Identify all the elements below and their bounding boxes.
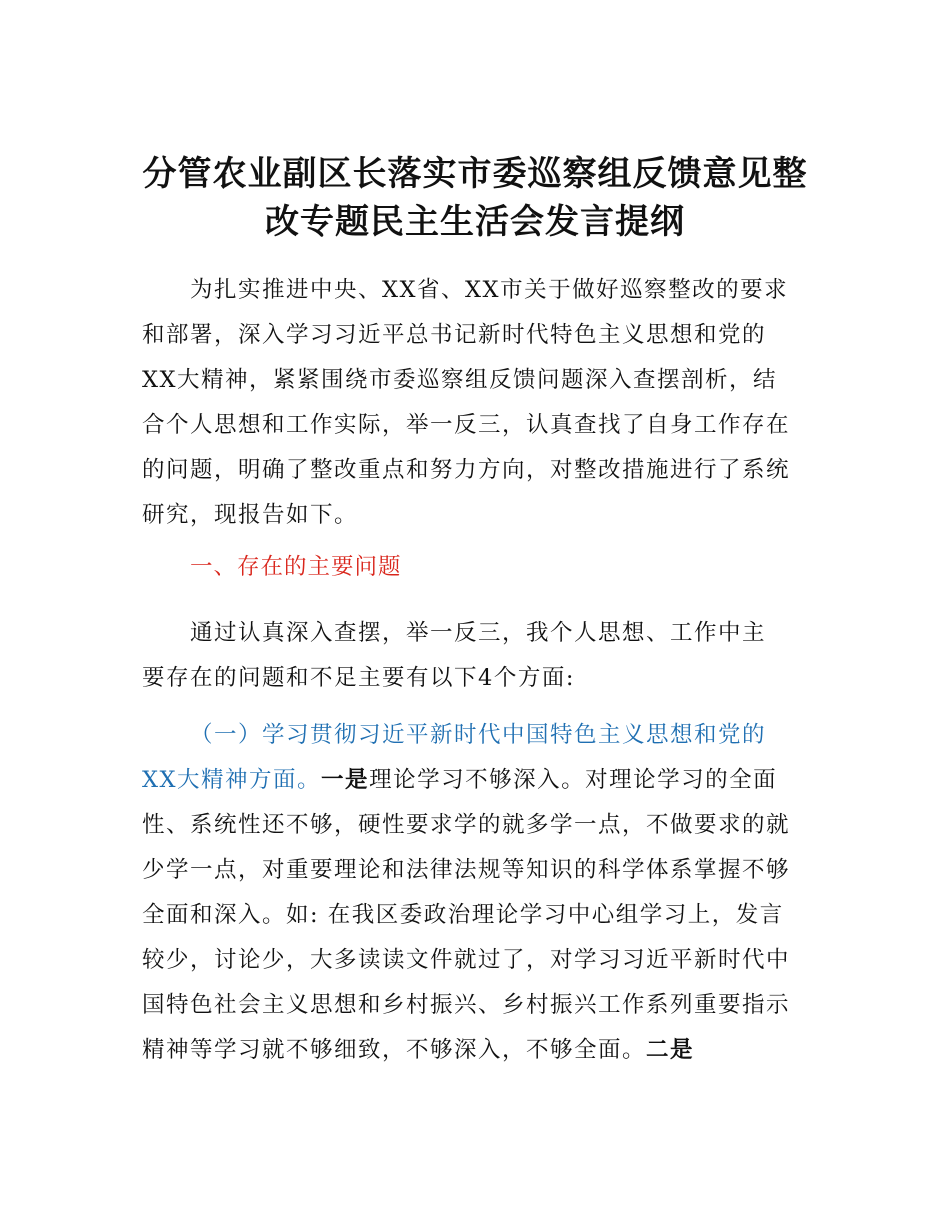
subsection-1-last-line [142, 1028, 818, 1073]
subsection-1-body-line: 较少，讨论少，大多读读文件就过了，对学习习近平新时代中 [142, 947, 791, 973]
section-1-intro-line: 要存在的问题和不足主要有以下4个方面: [142, 665, 575, 691]
intro-line: 合个人思想和工作实际，举一反三，认真查找了自身工作存在 [142, 412, 791, 438]
intro-line: 和部署，深入学习习近平总书记新时代特色主义思想和党的 [142, 322, 767, 348]
subsection-1-body-line: 全面和深入。如: 在我区委政治理论学习中心组学习上，发言 [142, 902, 784, 928]
subsection-1-heading-line [142, 713, 818, 758]
subsection-1-last-text: 精神等学习就不够细致，不够深入，不够全面。 [142, 1037, 647, 1063]
intro-line: 的问题，明确了整改重点和努力方向，对整改措施进行了系统 [142, 457, 791, 483]
point-1-text: 理论学习不够深入。对理论学习的全面 [369, 767, 778, 793]
intro-line: 研究，现报告如下。 [142, 502, 359, 528]
subsection-1-body-line: 性、系统性还不够，硬性要求学的就多学一点，不做要求的就 [142, 812, 791, 838]
point-1-label: 一是 [321, 767, 370, 793]
subsection-1-line [142, 758, 818, 803]
subsection-1-heading-part-1: （一）学习贯彻习近平新时代中国特色主义思想和党的 [190, 722, 767, 748]
section-1-intro-paragraph [142, 611, 818, 701]
section-1-intro-line: 通过认真深入查摆，举一反三，我个人思想、工作中主 [190, 620, 767, 646]
document-title-line-2: 改专题民主生活会发言提纲 [265, 202, 685, 242]
intro-line: XX大精神，紧紧围绕市委巡察组反馈问题深入查摆剖析，结 [142, 367, 778, 393]
point-2-label: 二是 [646, 1037, 695, 1063]
intro-line: 为扎实推进中央、XX省、XX市关于做好巡察整改的要求 [190, 277, 789, 303]
subsection-1-body-line: 少学一点，对重要理论和法律法规等知识的科学体系掌握不够 [142, 857, 791, 883]
subsection-1-paragraph [142, 713, 818, 1073]
document-title-line-1: 分管农业副区长落实市委巡察组反馈意见整 [142, 154, 808, 194]
subsection-1-body-line: 国特色社会主义思想和乡村振兴、乡村振兴工作系列重要指示 [142, 992, 791, 1018]
section-1-heading: 一、存在的主要问题 [190, 554, 402, 580]
intro-paragraph [142, 268, 818, 538]
subsection-1-heading-part-2: XX大精神方面。 [142, 767, 322, 793]
